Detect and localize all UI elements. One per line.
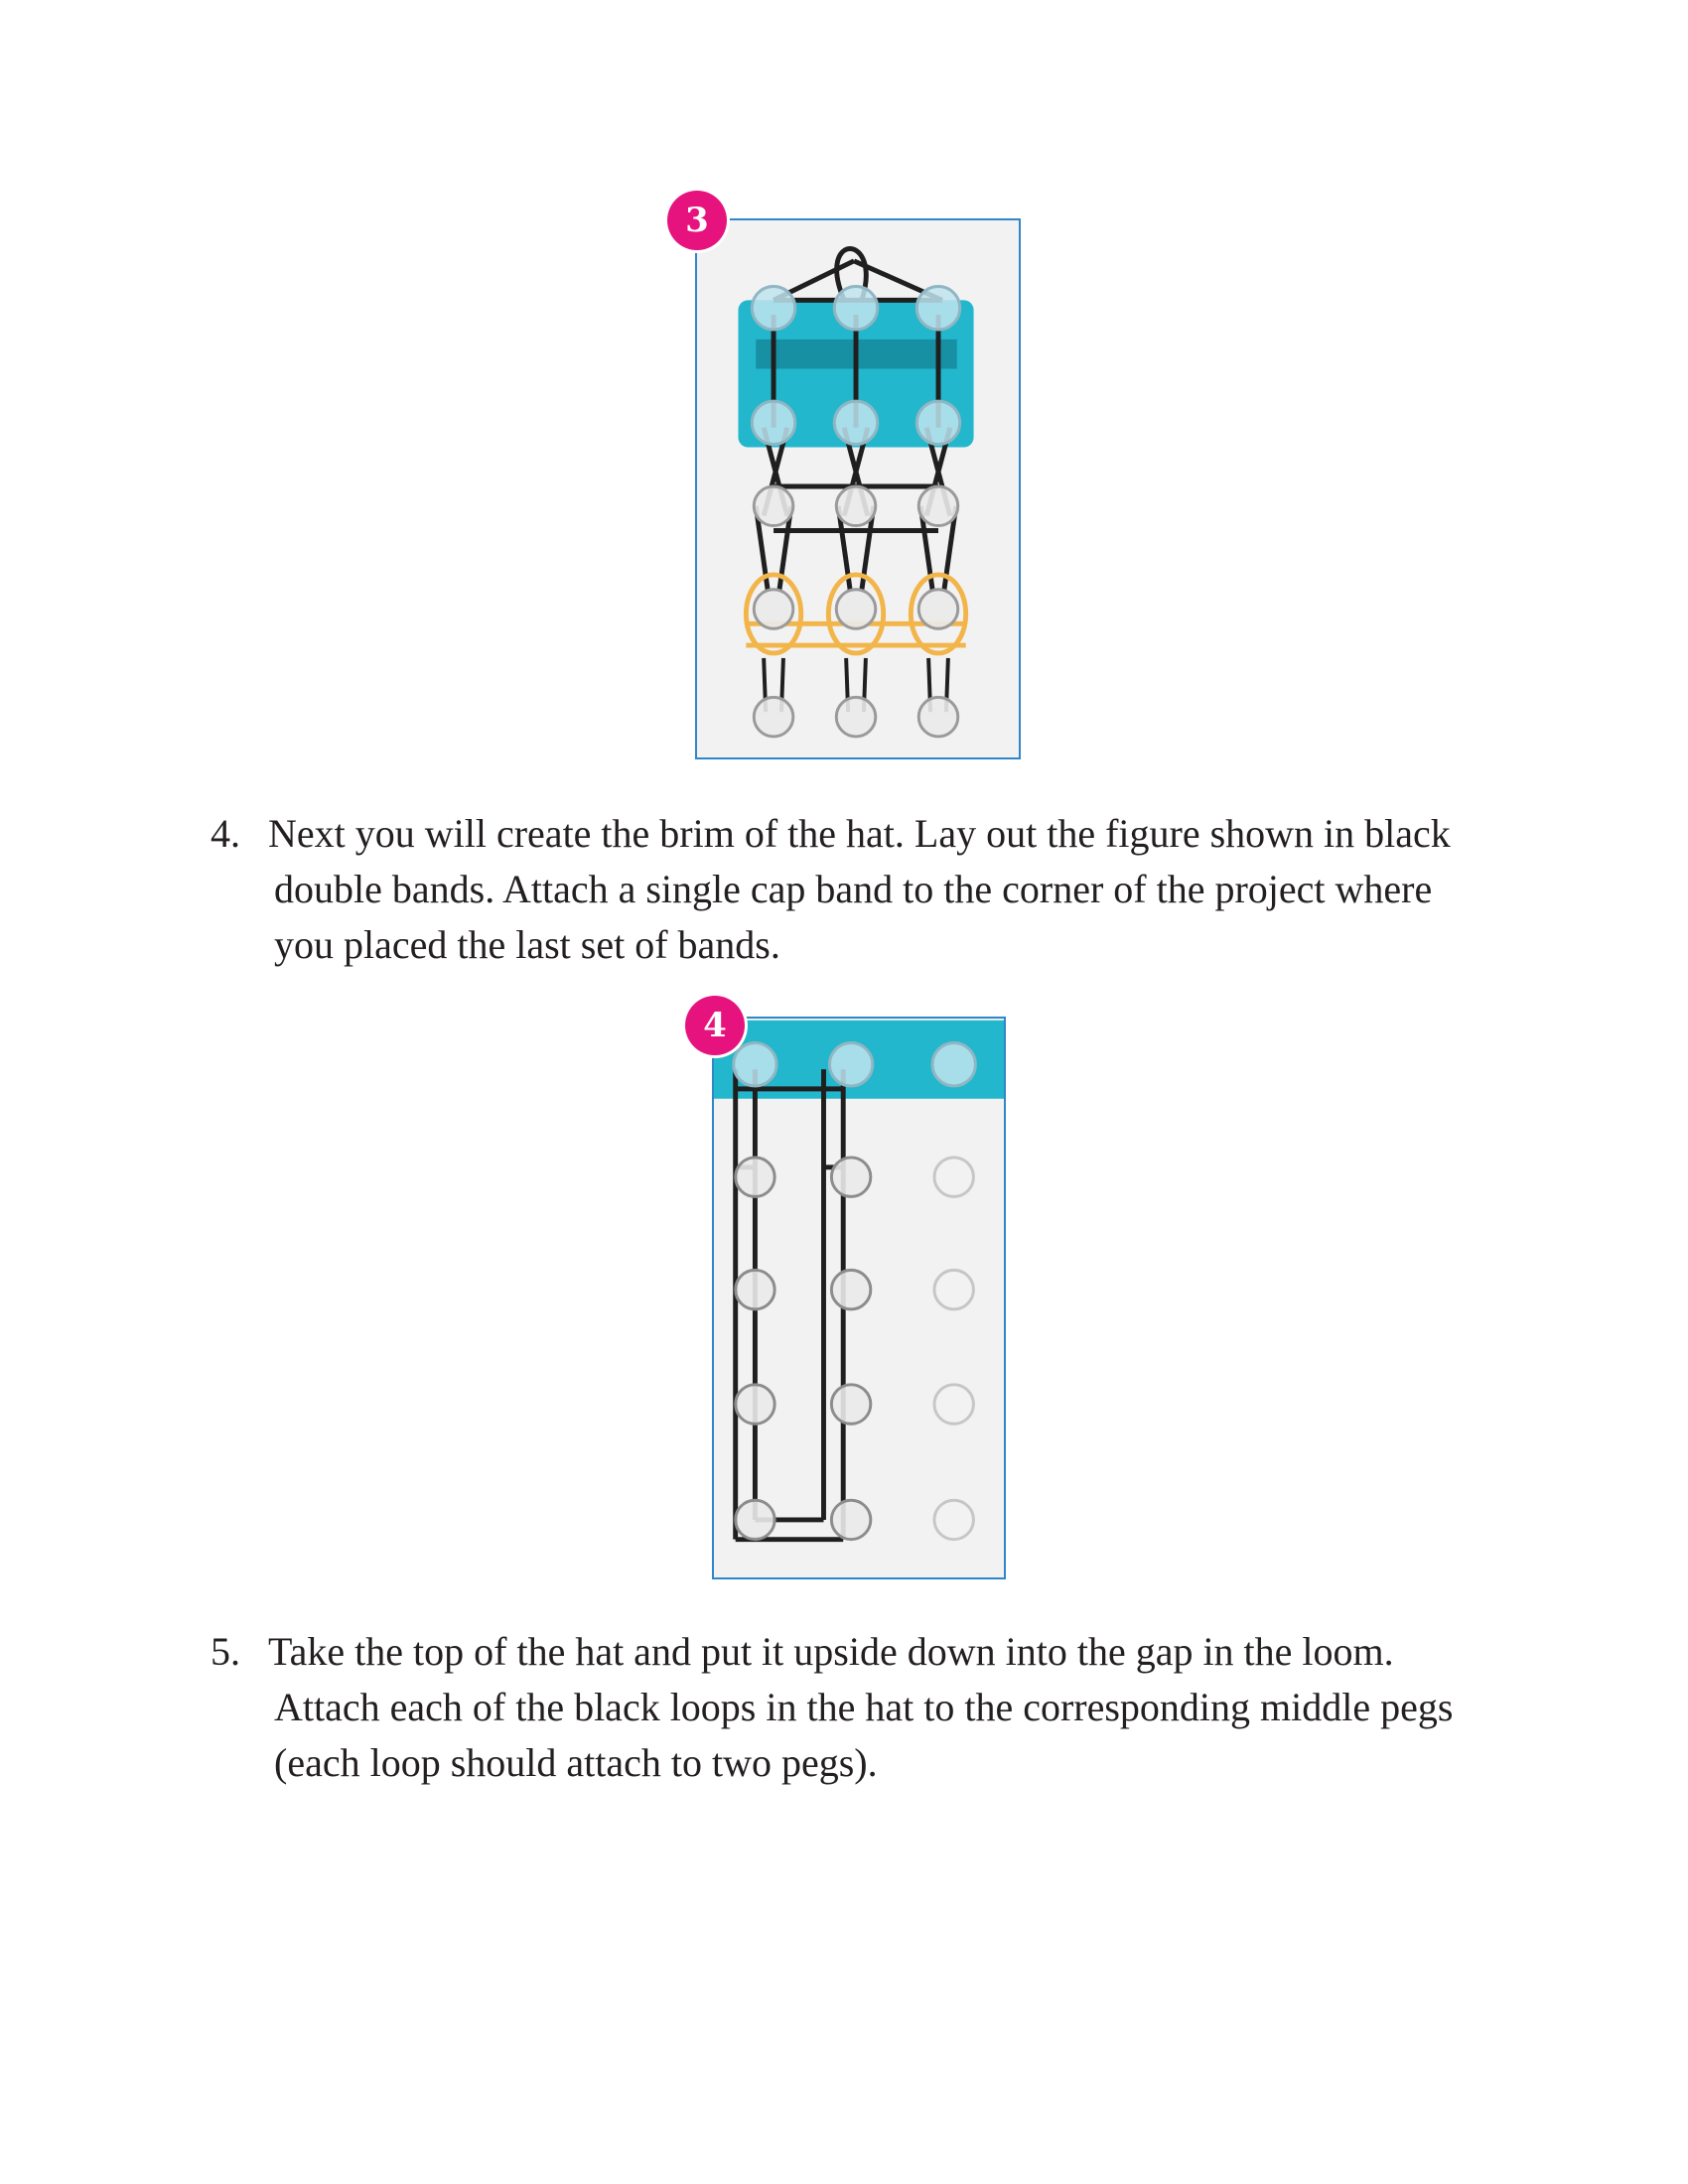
- step-5-text: Take the top of the hat and put it upside down into the gap in the loom. Attach each of the black loops in the hat to the corresponding middle pegs (each loop should attach to two pegs).: [268, 1629, 1454, 1785]
- step-5: [211, 1624, 1501, 1791]
- loom-hat-top-photo: [697, 220, 1019, 757]
- step-4-text: Next you will create the brim of the hat. Lay out the figure shown in black double bands. Attach a single cap band to the corner of the project where you placed the last set of bands.: [268, 811, 1451, 967]
- figure-3-badge: 3: [667, 191, 727, 250]
- loom-hat-brim-photo: [714, 1019, 1004, 1577]
- figure-4-badge: 4: [685, 996, 745, 1055]
- step-5-number: 5.: [211, 1629, 240, 1674]
- step-4: [211, 806, 1501, 973]
- figure-4-photo: [712, 1017, 1006, 1579]
- figure-3-photo: [695, 218, 1021, 759]
- step-4-number: 4.: [211, 811, 240, 856]
